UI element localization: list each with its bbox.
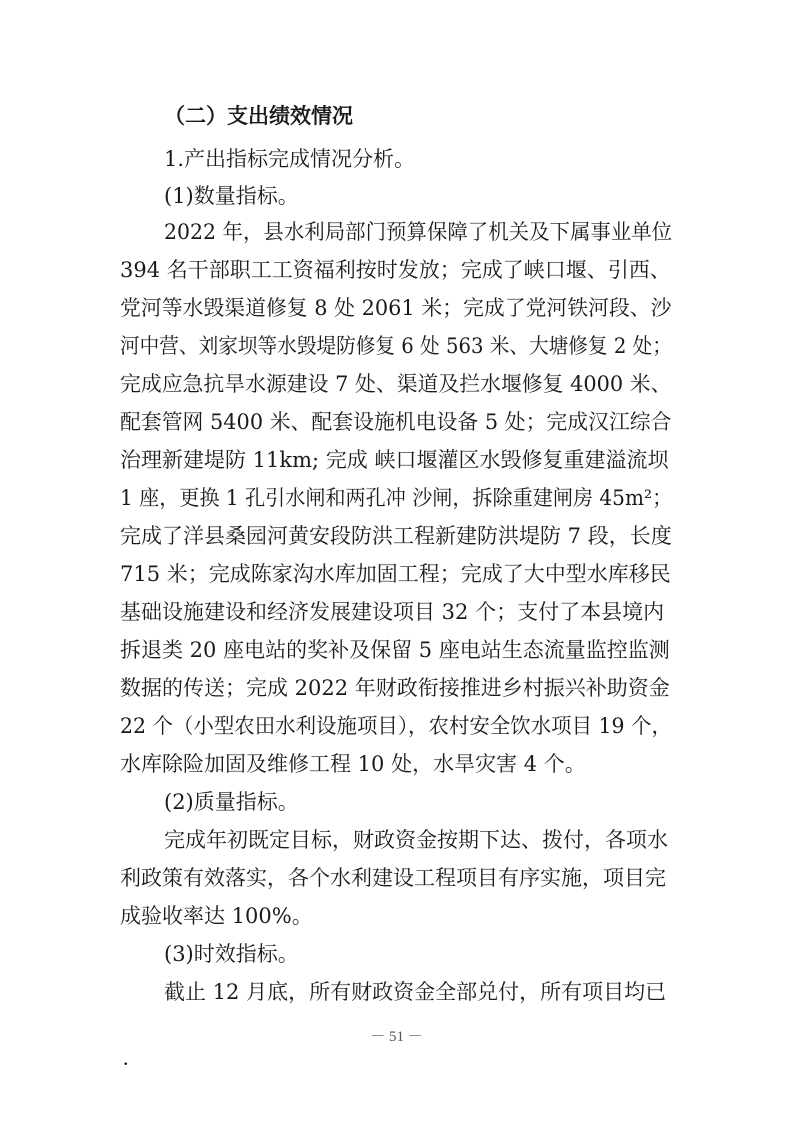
section-heading: （二）支出绩效情况 [164, 104, 353, 128]
paragraph-line: 22 个（小型农田水利设施项目），农村安全饮水项目 19 个， [120, 714, 672, 738]
paragraph-line: 配套管网 5400 米、配套设施机电设备 5 处；完成汉江综合 [120, 410, 672, 434]
timeliness-indicator-title: (3)时效指标。 [164, 942, 299, 966]
paragraph-line: 数据的传送；完成 2022 年财政衔接推进乡村振兴补助资金 [120, 676, 670, 700]
footer-mark: . [123, 1045, 129, 1070]
page-number: － 51 － [370, 1029, 423, 1045]
paragraph-line: 治理新建堤防 11km; 完成 峡口堰灌区水毁修复重建溢流坝 [120, 448, 669, 472]
paragraph-line: 利政策有效落实，各个水利建设工程项目有序实施，项目完 [120, 866, 666, 890]
paragraph-line: 基础设施建设和经济发展建设项目 32 个；支付了本县境内 [120, 600, 665, 624]
paragraph-line: 拆退类 20 座电站的奖补及保留 5 座电站生态流量监控监测 [120, 638, 670, 662]
paragraph-line: 394 名干部职工工资福利按时发放；完成了峡口堰、引西、 [120, 258, 671, 282]
paragraph-line: 截止 12 月底，所有财政资金全部兑付，所有项目均已 [164, 980, 667, 1004]
paragraph-line: 完成年初既定目标，财政资金按期下达、拨付，各项水 [164, 828, 668, 852]
paragraph-line: 党河等水毁渠道修复 8 处 2061 米；完成了党河铁河段、沙 [120, 296, 672, 320]
quality-indicator-title: (2)质量指标。 [164, 790, 299, 814]
paragraph-line: 715 米；完成陈家沟水库加固工程；完成了大中型水库移民 [120, 562, 671, 586]
paragraph-line: 完成应急抗旱水源建设 7 处、渠道及拦水堰修复 4000 米、 [120, 372, 672, 396]
paragraph-line: 河中营、刘家坝等水毁堤防修复 6 处 563 米、大塘修复 2 处； [120, 334, 672, 358]
paragraph-line: 水库除险加固及维修工程 10 处，水旱灾害 4 个。 [120, 752, 586, 776]
quantity-indicator-title: (1)数量指标。 [164, 184, 299, 208]
subheading: 1.产出指标完成情况分析。 [164, 147, 416, 171]
paragraph-line: 1 座，更换 1 孔引水闸和两孔冲 沙闸，拆除重建闸房 45m²； [120, 486, 673, 510]
paragraph-line: 完成了洋县桑园河黄安段防洪工程新建防洪堤防 7 段，长度 [120, 524, 672, 548]
paragraph-line: 成验收率达 100%。 [120, 904, 313, 928]
paragraph-line: 2022 年，县水利局部门预算保障了机关及下属事业单位 [164, 220, 673, 244]
